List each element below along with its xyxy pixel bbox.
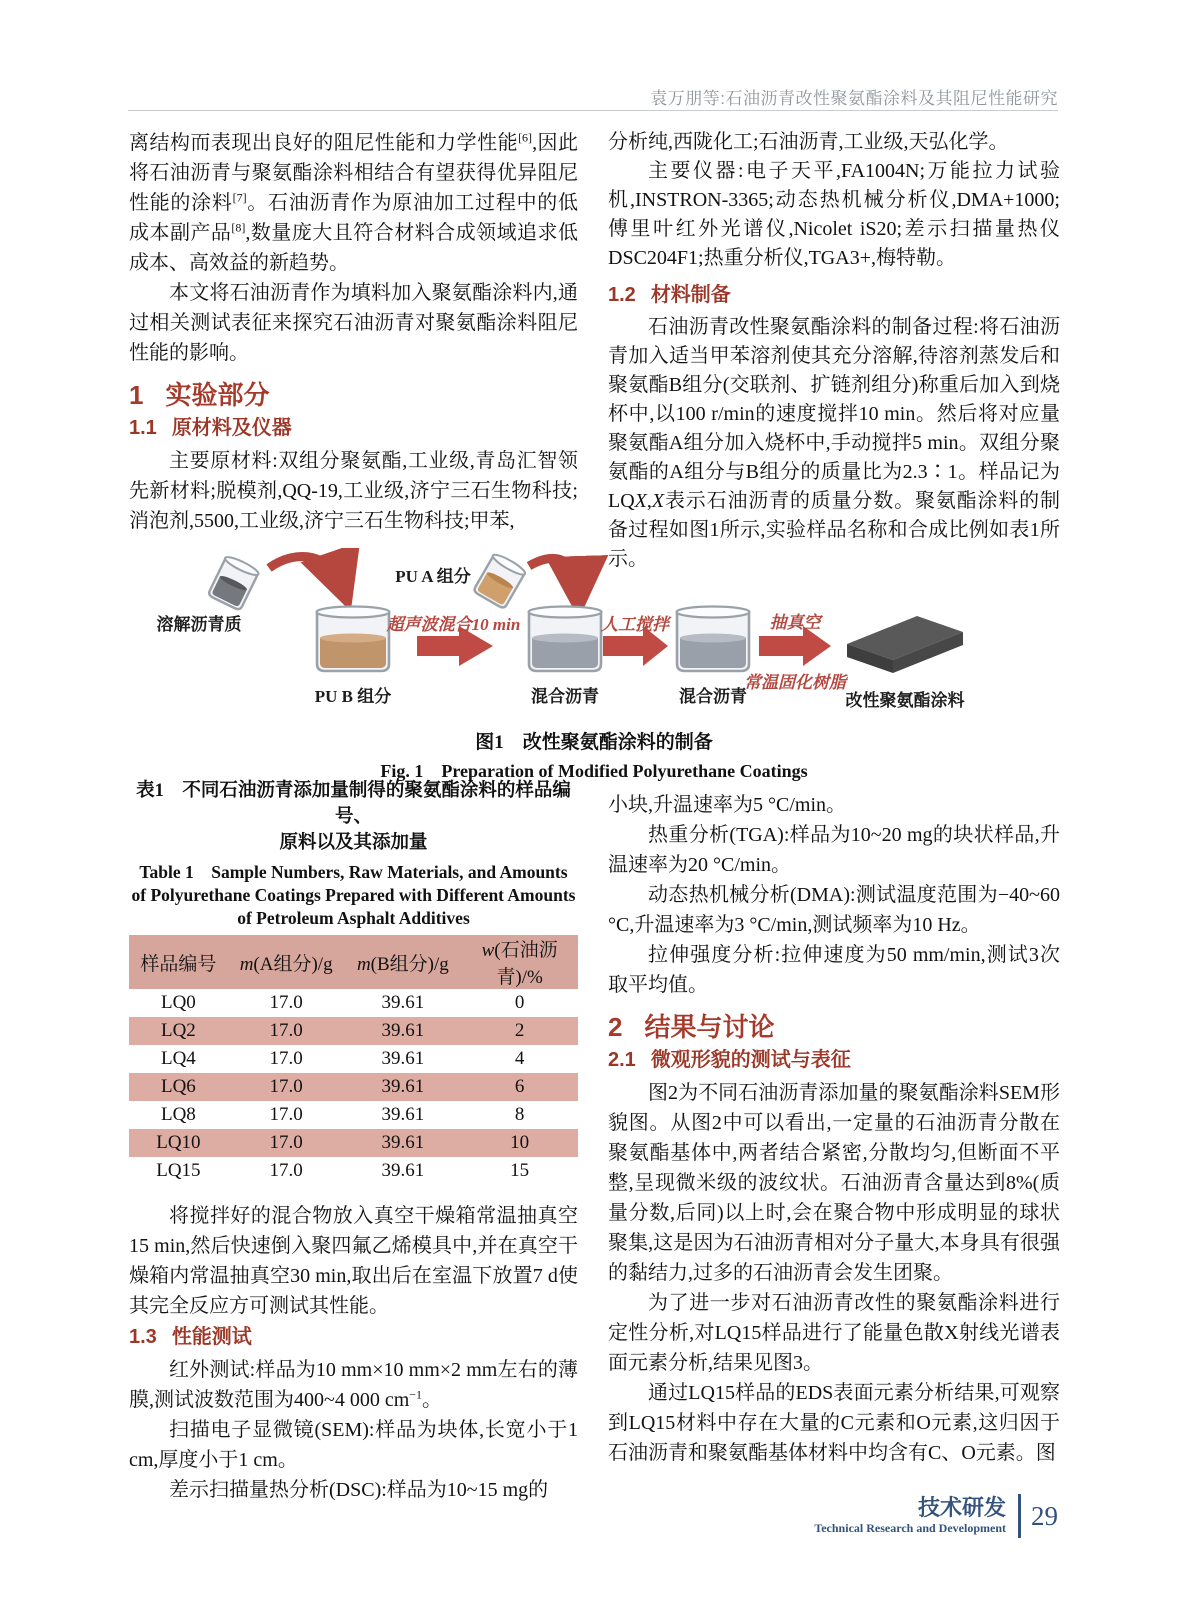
footer-divider <box>1018 1494 1021 1538</box>
col-header-mass-a: m(A组分)/g <box>228 935 345 989</box>
section-number: 2.1 <box>608 1049 636 1071</box>
section-heading-2-1 <box>608 1050 1060 1070</box>
table1-caption-zh: 表1 不同石油沥青添加量制得的聚氨酯涂料的样品编号、 原料以及其添加量 <box>136 781 571 853</box>
table-row: LQ15 17.0 39.61 15 <box>156 1160 530 1181</box>
section-number: 1.2 <box>608 284 636 306</box>
section-number: 1 <box>129 380 144 410</box>
label-pua: PU A 组分 <box>395 567 471 586</box>
section-title: 结果与讨论 <box>644 1012 775 1042</box>
pour-arrow-icon <box>269 556 342 586</box>
body-paragraph: 扫描电子显微镜(SEM):样品为块体,长宽小于1 cm,厚度小于1 cm。 <box>129 1419 578 1471</box>
left-column-top <box>129 128 578 536</box>
label-step-ultrasonic: 超声波混合10 min <box>386 615 521 634</box>
table-row: LQ6 17.0 39.61 6 <box>129 1073 578 1101</box>
section-heading-2 <box>608 1014 1060 1040</box>
table-header-row <box>129 935 578 989</box>
table-row: LQ0 17.0 39.61 0 <box>160 992 525 1013</box>
section-title: 性能测试 <box>171 1326 252 1348</box>
body-paragraph: 主要仪器:电子天平,FA1004N;万能拉力试验机,INSTRON-3365;动态热机械分析仪,DMA+1000;傅里叶红外光谱仪,Nicolet iS20;差示扫描量热仪DSC204F1;热重分析仪,TGA3+,梅特勒。 <box>608 160 1060 269</box>
figure1-canvas <box>129 548 1059 724</box>
section-title: 实验部分 <box>165 380 270 410</box>
label-step-manual-stir: 人工搅拌 <box>601 615 669 634</box>
sample-table <box>129 935 578 1185</box>
small-beaker-pua-icon <box>472 552 527 610</box>
body-paragraph: 差示扫描量热分析(DSC):样品为10~15 mg的 <box>169 1479 549 1501</box>
page-footer <box>814 1494 1058 1538</box>
body-paragraph: 分析纯,西陇化工;石油沥青,工业级,天弘化学。 <box>608 131 1009 153</box>
small-beaker-asphaltene-icon <box>207 554 260 611</box>
pour-arrow-icon <box>529 558 578 592</box>
table-row: LQ2 17.0 39.61 2 <box>129 1017 578 1045</box>
label-step-cure: 常温固化树脂 <box>744 673 846 692</box>
figure1 <box>129 548 1059 783</box>
label-step-vacuum: 抽真空 <box>769 613 821 632</box>
body-paragraph: 红外测试:样品为10 mm×10 mm×2 mm左右的薄膜,测试波数范围为400~4 000 $cm^{-1}$。 <box>129 1359 578 1411</box>
section-title: 原材料及仪器 <box>171 417 292 439</box>
footer-section-en: Technical Research and Development <box>814 1521 1006 1535</box>
figure1-caption-en: Fig. 1 Preparation of Modified Polyurethane Coatings <box>380 761 808 781</box>
body-paragraph: 为了进一步对石油沥青改性的聚氨酯涂料进行定性分析,对LQ15样品进行了能量色散X射线光谱表面元素分析,结果见图3。 <box>608 1292 1060 1374</box>
body-paragraph: 动态热机械分析(DMA):测试温度范围为−40~60 °C,升温速率为3 °C/min,测试频率为10 Hz。 <box>608 884 1060 936</box>
body-paragraph: 热重分析(TGA):样品为10~20 mg的块状样品,升温速率为20 °C/min。 <box>608 824 1060 876</box>
label-product: 改性聚氨酯涂料 <box>845 691 965 710</box>
col-header-asphalt-wt: w(石油沥青)/% <box>461 935 578 989</box>
body-paragraph: 小块,升温速率为5 °C/min。 <box>608 794 847 816</box>
section-title: 材料制备 <box>650 284 731 306</box>
table-row: LQ10 17.0 39.61 10 <box>129 1129 578 1157</box>
label-mixed2: 混合沥青 <box>679 687 747 706</box>
section-title: 微观形貌的测试与表征 <box>650 1049 851 1071</box>
beaker-mixed2-icon <box>677 607 750 672</box>
section-number: 1.3 <box>129 1326 157 1348</box>
running-header-title: 袁万朋等:石油沥青改性聚氨酯涂料及其阻尼性能研究 <box>650 89 1058 108</box>
body-paragraph: 图2为不同石油沥青添加量的聚氨酯涂料SEM形貌图。从图2中可以看出,一定量的石油沥青分散在聚氨酯基体中,两者结合紧密,分散均匀,但断面不平整,呈现微米级的波纹状。石油沥青含量达到8%(质量分数,后同)以上时,会在聚合物中形成明显的球状聚集,这是因为石油沥青相对分子量大,本身具有很强的黏结力,过多的石油沥青会发生团聚。 <box>608 1082 1060 1284</box>
body-paragraph: 本文将石油沥青作为填料加入聚氨酯涂料内,通过相关测试表征来探究石油沥青对聚氨酯涂料阻尼性能的影响。 <box>129 282 578 364</box>
col-header-mass-b: m(B组分)/g <box>345 935 462 989</box>
footer-section-zh: 技术研发 <box>917 1495 1006 1520</box>
label-mixed1: 混合沥青 <box>531 687 599 706</box>
body-paragraph: 石油沥青改性聚氨酯涂料的制备过程:将石油沥青加入适当甲苯溶剂使其充分溶解,待溶剂蒸发后和聚氨酯B组分(交联剂、扩链剂组分)称重后加入到烧杯中,以100 r/min的速度搅拌10 min。然后将对应量聚氨酯A组分加入烧杯中,手动搅拌5 min。双组分聚氨酯的A组分与B组分的质量比为2.3∶1。样品记为LQX,X表示石油沥青的质量分数。聚氨酯涂料的制备过程如图1所示,实验样品名称和合成比例如表1所示。 <box>608 316 1060 570</box>
footer-section <box>814 1496 1006 1536</box>
label-pub: PU B 组分 <box>314 687 392 706</box>
body-paragraph: 主要原材料:双组分聚氨酯,工业级,青岛汇智领先新材料;脱模剂,QQ-19,工业级,济宁三石生物科技;消泡剂,5500,工业级,济宁三石生物科技;甲苯, <box>129 450 578 532</box>
table1-caption-en: Table 1 Sample Numbers, Raw Materials, and Amounts of Polyurethane Coatings Prepared with Different Amounts of Petroleum Asphalt Additives <box>131 862 576 928</box>
section-heading-1-3 <box>129 1327 578 1347</box>
right-column-bottom <box>608 790 1060 1468</box>
body-paragraph: 将搅拌好的混合物放入真空干燥箱常温抽真空15 min,然后快速倒入聚四氟乙烯模具中,并在真空干燥箱内常温抽真空30 min,取出后在室温下放置7 d使其完全反应方可测试其性能。 <box>129 1205 578 1317</box>
page-number: 29 <box>1031 1500 1058 1531</box>
left-column-bottom <box>129 778 578 1505</box>
header-rule <box>128 110 1058 111</box>
section-heading-1 <box>129 382 578 408</box>
coating-slab-icon <box>847 616 963 673</box>
body-paragraph: 离结构而表现出良好的阻尼性能和力学性能[6],因此将石油沥青与聚氨酯涂料相结合有望获得优异阻尼性能的涂料[7]。石油沥青作为原油加工过程中的低成本副产品[8],数量庞大且符合材料合成领域追求低成本、高效益的新趋势。 <box>129 130 579 274</box>
section-number: 1.1 <box>129 417 157 439</box>
right-column-top <box>608 128 1060 574</box>
table-row: LQ4 17.0 39.61 4 <box>160 1048 525 1069</box>
col-header-sample-id: 样品编号 <box>129 935 228 989</box>
section-heading-1-2 <box>608 285 1060 305</box>
body-paragraph: 通过LQ15样品的EDS表面元素分析结果,可观察到LQ15材料中存在大量的C元素和O元素,这归因于石油沥青和聚氨酯基体材料中均含有C、O元素。图 <box>608 1382 1060 1464</box>
label-dissolved-asphaltene: 溶解沥青质 <box>156 615 242 634</box>
body-paragraph: 拉伸强度分析:拉伸速度为50 mm/min,测试3次取平均值。 <box>608 944 1060 996</box>
figure1-caption-zh: 图1 改性聚氨酯涂料的制备 <box>475 732 713 753</box>
table-row: LQ8 17.0 39.61 8 <box>160 1104 525 1125</box>
section-number: 2 <box>608 1012 623 1042</box>
section-heading-1-1 <box>129 418 578 438</box>
